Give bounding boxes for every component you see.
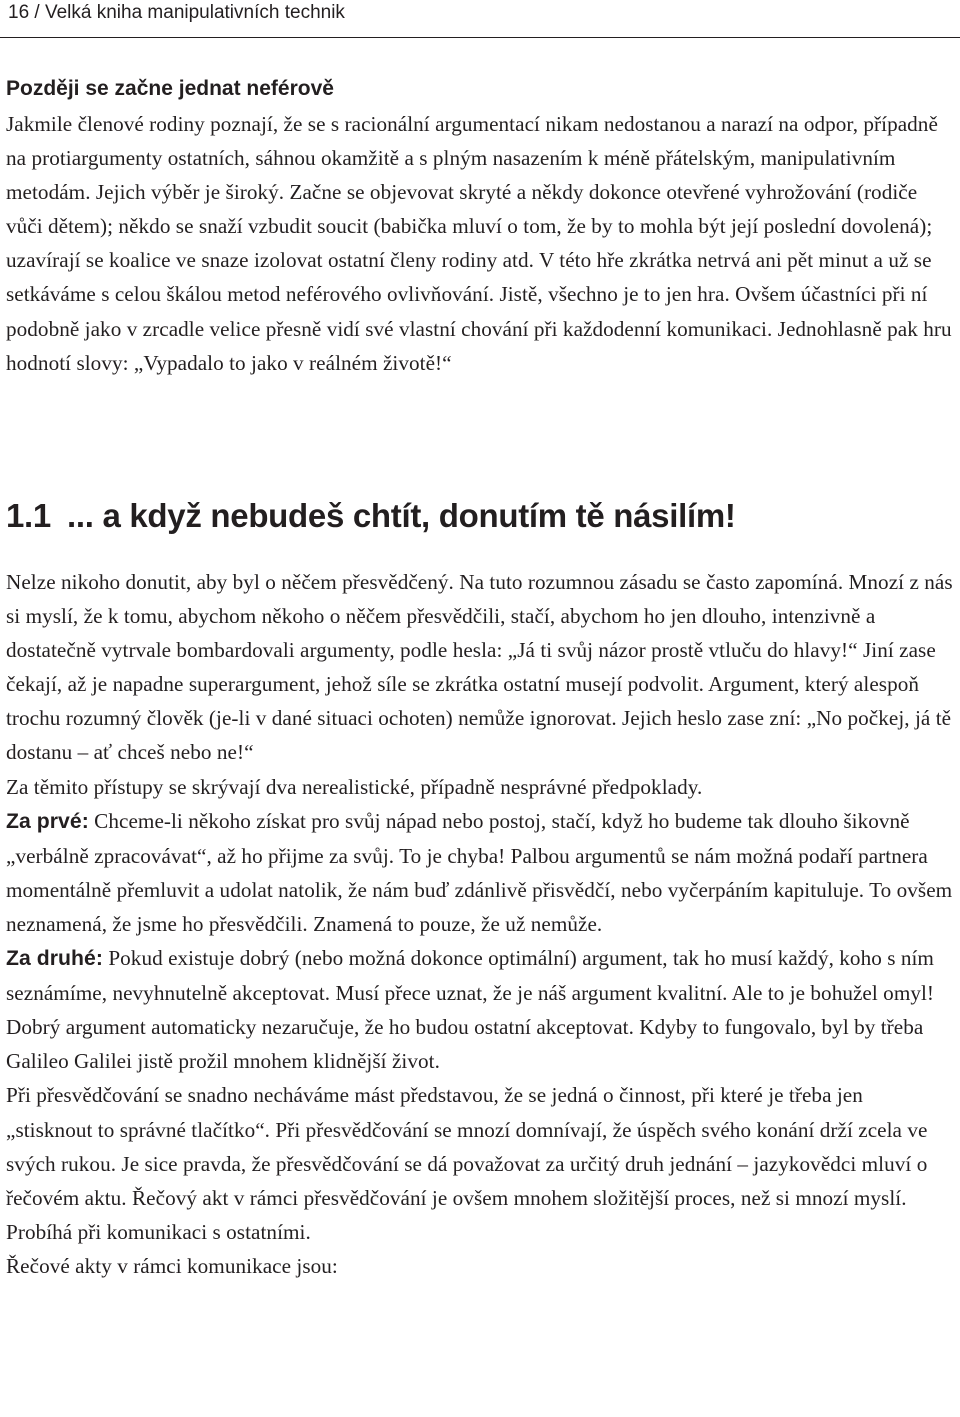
paragraph-6: Řečové akty v rámci komunikace jsou:	[6, 1253, 338, 1278]
paragraph-4	[6, 941, 954, 1078]
paragraph-1: Nelze nikoho donutit, aby byl o něčem přesvědčený. Na tuto rozumnou zásadu se často zapomíná. Mnozí z nás si myslí, že k tomu, abychom někoho o něčem přesvědčili, stačí, abychom ho jen dlouho, intenzivně a dostatečně vytrvale bombardovali argumenty, podle hesla: „Já ti svůj názor prostě vtluču do hlavy!“ Jiní zase čekají, až je napadne superargument, jehož síle se zkrátka ostatní musejí podvolit. Argument, který alespoň trochu rozumný člověk (je-li v dané situaci ochoten) nemůže ignorovat. Jejich heslo zase zní: „No počkej, já tě dostanu – ať chceš nebo ne!“	[6, 570, 953, 765]
paragraph-3	[6, 804, 954, 941]
paragraph-3-lead: Za prvé:	[6, 809, 89, 833]
section-body	[6, 107, 954, 380]
section-heading: Později se začne jednat neférově	[6, 77, 334, 100]
paragraph-3-text: Chceme-li někoho získat pro svůj nápad nebo postoj, stačí, když ho budeme tak dlouho šikovně „verbálně zpracovávat“, až ho přijme za svůj. To je chyba! Palbou argumentů se nám možná podaří partnera momentálně přemluvit a udolat natolik, že nám buď zdánlivě přisvědčí, nebo vyčerpáním kapituluje. To ovšem neznamená, že jsme ho přesvědčili. Znamená to pouze, že už nemůže.	[6, 808, 953, 936]
paragraph-4-text: Pokud existuje dobrý (nebo možná dokonce optimální) argument, tak ho musí každý, koho s ním seznámíme, nevyhnutelně akceptovat. Musí přece uznat, že je náš argument kvalitní. Ale to je bohužel omyl! Dobrý argument automaticky nezaručuje, že ho budou ostatní akceptovat. Kdyby to fungovalo, byl by třeba Galileo Galilei jistě prožil mnohem klidnější život.	[6, 946, 935, 1074]
header-rule	[0, 37, 960, 38]
paragraph-4-lead: Za druhé:	[6, 947, 103, 971]
chapter-body	[6, 565, 954, 1283]
running-head: 16 / Velká kniha manipulativních technik	[8, 2, 345, 23]
paragraph-2: Za těmito přístupy se skrývají dva nerealistické, případně nesprávné předpoklady.	[6, 774, 703, 799]
paragraph-5: Při přesvědčování se snadno necháváme mást představou, že se jedná o činnost, při které je třeba jen „stisknout to správné tlačítko“. Při přesvědčování se mnozí domnívají, že úspěch svého konání drží zcela ve svých rukou. Je sice pravda, že přesvědčování se dá považovat za určitý druh jednání – jazykovědci mluví o řečovém aktu. Řečový akt v rámci přesvědčování je ovšem mnohem složitější proces, než si mnozí myslí. Probíhá při komunikaci s ostatními.	[6, 1083, 928, 1244]
chapter-heading	[6, 494, 736, 538]
chapter-number: 1.1	[6, 497, 51, 534]
chapter-title: ... a když nebudeš chtít, donutím tě násilím!	[66, 497, 736, 534]
section-paragraph: Jakmile členové rodiny poznají, že se s racionální argumentací nikam nedostanou a narazí na odpor, případně na protiargumenty ostatních, sáhnou okamžitě a s plným nasazením k méně přátelským, manipulativním metodám. Jejich výběr je široký. Začne se objevovat skryté a někdy dokonce otevřené vyhrožování (rodiče vůči dětem); někdo se snaží vzbudit soucit (babička mluví o tom, že by to mohla být její poslední dovolená); uzavírají se koalice ve snaze izolovat ostatní členy rodiny atd. V této hře zkrátka netrvá ani pět minut a už se setkáváme s celou škálou metod neférového ovlivňování. Jistě, všechno je to jen hra. Ovšem účastníci při ní podobně jako v zrcadle velice přesně vidí své vlastní chování při každodenní komunikaci. Jednohlasně pak hru hodnotí slovy: „Vypadalo to jako v reálném životě!“	[6, 112, 952, 375]
